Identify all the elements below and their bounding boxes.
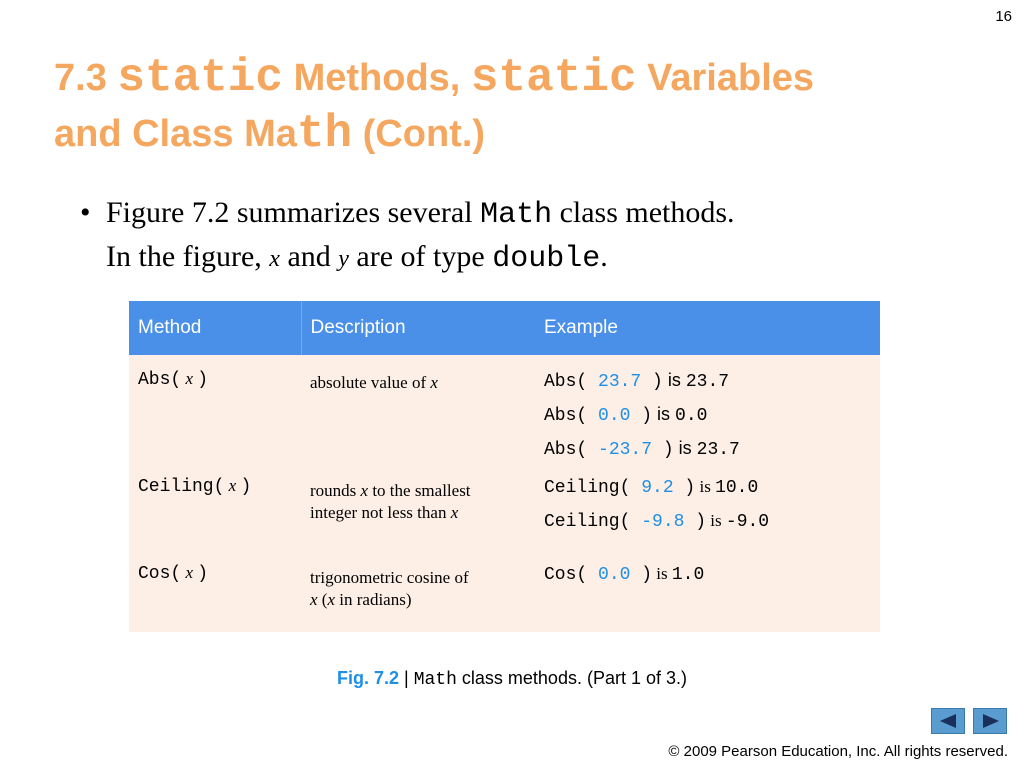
title-keyword: th [296,108,353,160]
description-var: x [430,373,438,392]
method-cell [129,476,301,563]
example-cell [535,563,880,632]
table-row [129,563,880,632]
example-result: 23.7 [685,372,730,392]
page-number: 16 [995,8,1012,25]
example-cell [535,355,880,476]
title-part: 7.3 [54,57,118,99]
description-var: x [360,481,369,500]
title-part: Methods, [283,57,471,99]
slide-title [54,50,1004,162]
method-arg: x [185,563,194,582]
bullet-text-part: are of type [348,240,493,273]
caption-text: class methods. (Part 1 of 3.) [456,668,687,688]
method-arg: x [228,476,237,495]
example-cell [535,476,880,563]
description-text: rounds [310,481,361,500]
bullet-symbol: • [80,196,91,229]
table-row [129,476,880,563]
caption-code: Math [413,670,457,690]
example-result: 23.7 [696,440,740,460]
title-keyword: static [117,52,284,104]
example-code: Ceiling( [544,512,642,532]
example-line [544,369,879,403]
right-arrow-icon [983,714,999,728]
math-methods-table [129,301,880,632]
example-line [544,403,879,437]
example-code: Cos( [544,565,599,585]
example-result: 0.0 [675,406,708,426]
example-result: 10.0 [715,478,759,498]
bullet-text-part: and [279,240,339,273]
figure-number: Fig. 7.2 [336,668,399,688]
method-close: ) [197,370,209,390]
example-code: ) [652,440,674,460]
title-keyword: static [470,52,637,104]
caption-separator: | [399,668,414,688]
method-name: Cos( [138,564,182,584]
table-header-row [129,301,880,355]
example-value: 9.2 [641,478,674,498]
bullet-code: Math [480,198,553,232]
previous-slide-button[interactable] [931,708,965,734]
example-result: 1.0 [671,565,705,585]
copyright-footer: © 2009 Pearson Education, Inc. All rights reserved. [668,743,1008,760]
description-var: x [327,590,336,609]
title-part: Variables [636,57,815,99]
example-is: is [695,477,716,496]
example-code: Abs( [544,372,599,392]
method-arg: x [185,369,194,388]
description-text: integer not less than [310,503,451,522]
example-is: is [673,438,697,458]
example-code: ) [630,565,653,585]
bullet-var: y [338,246,349,272]
description-text: absolute value of [310,373,431,392]
method-name: Abs( [138,370,182,390]
bullet-var: x [269,246,280,272]
example-code: ) [673,478,696,498]
figure-caption [0,668,1024,690]
table-row [129,355,880,476]
example-line [544,510,879,544]
bullet-text-part: . [600,240,608,273]
example-code: ) [641,372,663,392]
example-value: 0.0 [598,406,631,426]
description-text: trigonometric cosine of [310,568,469,587]
example-is: is [652,564,672,583]
description-text: in radians) [335,590,412,609]
method-cell [129,355,301,476]
example-code: ) [630,406,653,426]
description-text: ( [317,590,328,609]
example-line [544,563,879,597]
method-close: ) [197,564,209,584]
description-text: to the smallest [368,481,471,500]
example-result: -9.0 [725,512,770,532]
description-var: x [450,503,459,522]
example-value: 0.0 [598,565,631,585]
description-var: x [310,590,318,609]
header-example: Example [535,301,880,355]
description-cell [301,476,535,563]
example-value: -9.8 [641,512,685,532]
description-cell [301,355,535,476]
example-is: is [662,370,686,390]
bullet-code: double [492,242,601,276]
example-is: is [652,404,676,424]
header-method: Method [129,301,301,355]
bullet-text-part: Figure 7.2 summarizes several [106,196,481,229]
header-description: Description [301,301,535,355]
example-code: Ceiling( [544,478,642,498]
example-is: is [706,511,726,530]
description-cell [301,563,535,632]
example-line [544,437,879,471]
bullet-text-part: In the figure, [106,240,270,273]
next-slide-button[interactable] [973,708,1007,734]
example-value: 23.7 [598,372,642,392]
title-part: and Class Ma [54,113,297,155]
left-arrow-icon [940,714,956,728]
example-code: Abs( [544,406,599,426]
example-value: -23.7 [598,440,653,460]
method-cell [129,563,301,632]
example-line [544,476,879,510]
method-close: ) [240,477,252,497]
bullet-text-part: class methods. [552,196,735,229]
title-part: (Cont.) [352,113,486,155]
method-name: Ceiling( [138,477,225,497]
example-code: ) [684,512,707,532]
example-code: Abs( [544,440,599,460]
bullet-text [106,192,966,280]
